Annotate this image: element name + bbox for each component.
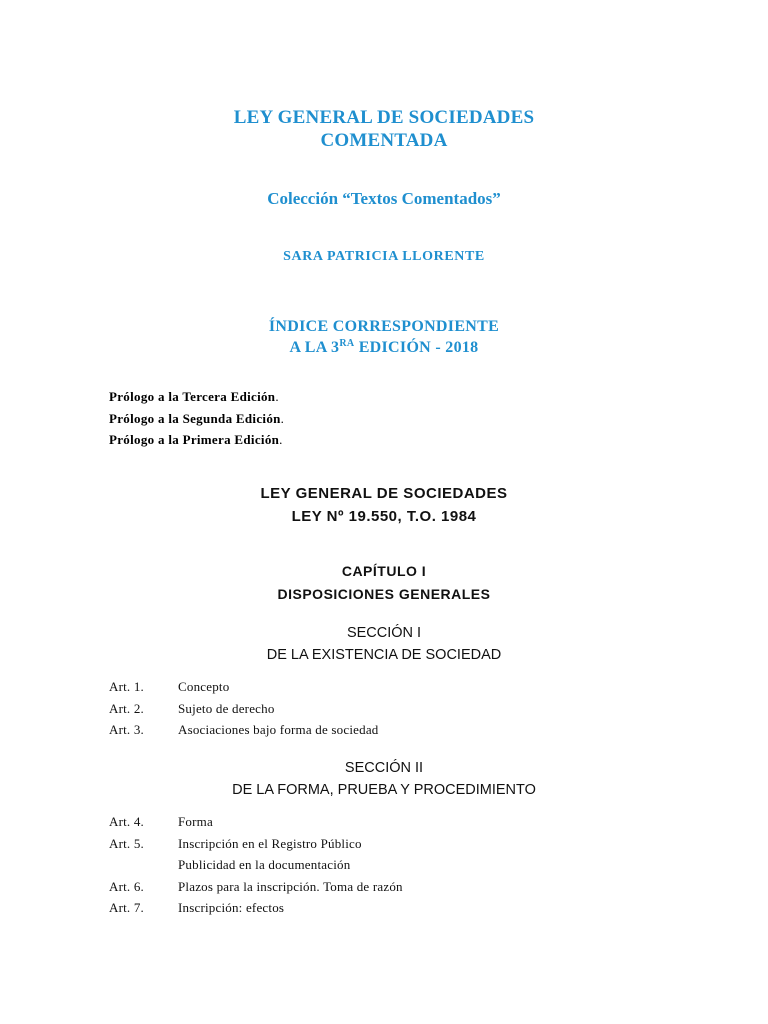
article-title: Concepto [178,679,230,694]
section-number: SECCIÓN I [346,625,422,641]
article-title: Sujeto de derecho [178,700,275,716]
article-number: Art. 6. [109,878,144,894]
book-title-line-2: COMENTADA [320,130,448,151]
section-title: DE LA FORMA, PRUEBA Y PROCEDIMIENTO [232,781,536,798]
article-number: Art. 4. [109,814,144,829]
prologue-item [109,386,284,408]
article-title: Asociaciones bajo forma de sociedad [178,722,379,737]
article-number: Art. 1. [109,679,144,694]
prologue-period: . [280,410,285,426]
collection-name: Colección “Textos Comentados” [267,189,501,208]
index-heading-suffix: EDICIÓN - 2018 [354,339,479,356]
book-title-line-1: LEY GENERAL DE SOCIEDADES [233,107,535,128]
prologue-item [109,429,284,451]
section-title: DE LA EXISTENCIA DE SOCIEDAD [266,646,502,663]
prologue-label: Prólogo a la Primera Edición [109,432,280,447]
article-title: Inscripción en el Registro Público [178,835,362,851]
prologue-period: . [279,432,283,447]
article-title: Forma [178,814,213,829]
author-name: SARA PATRICIA LLORENTE [283,249,485,264]
article-number: Art. 3. [109,722,144,737]
prologue-label: Prólogo a la Tercera Edición [109,389,276,404]
chapter-heading [0,560,768,606]
index-heading-line-1: ÍNDICE CORRESPONDIENTE [268,318,500,335]
prologue-list [109,386,284,451]
chapter-number: CAPÍTULO I [341,563,427,579]
prologue-label: Prólogo a la Segunda Edición [109,410,281,426]
law-heading [0,482,768,528]
chapter-title: DISPOSICIONES GENERALES [277,586,491,602]
law-heading-line-2: LEY Nº 19.550, T.O. 1984 [291,508,477,525]
article-number: Art. 7. [109,900,144,915]
article-title: Plazos para la inscripción. Toma de razón [178,878,403,894]
section-heading [0,623,768,666]
article-number: Art. 5. [109,835,144,851]
section-heading [0,758,768,801]
article-number: Art. 2. [109,700,144,716]
index-heading-line-2 [0,337,768,358]
index-heading-prefix: A LA 3 [289,339,340,356]
section-number: SECCIÓN II [344,760,424,776]
article-title: Inscripción: efectos [178,900,285,915]
article-title: Publicidad en la documentación [178,857,351,872]
book-title [0,106,768,152]
index-heading [0,316,768,358]
prologue-item [109,408,284,430]
edition-superscript: RA [339,338,355,349]
law-heading-line-1: LEY GENERAL DE SOCIEDADES [260,485,508,502]
prologue-period: . [275,389,279,404]
